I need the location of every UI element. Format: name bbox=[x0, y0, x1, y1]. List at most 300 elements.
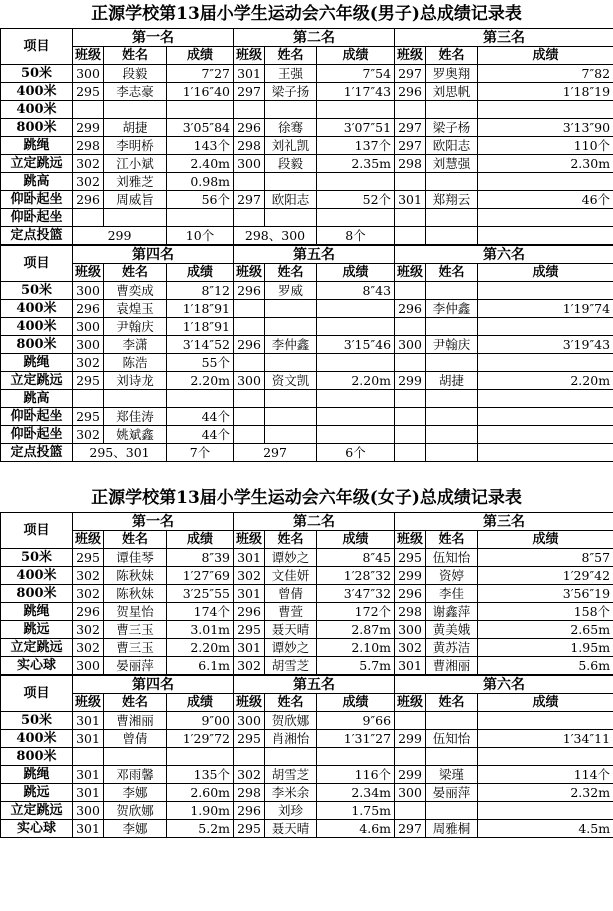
event-name: 跳绳 bbox=[1, 766, 73, 784]
name-cell: 曹三玉 bbox=[104, 621, 167, 639]
score-cell bbox=[478, 390, 613, 408]
score-cell: 1′18″91 bbox=[167, 318, 234, 336]
score-cell: 2.65m bbox=[478, 621, 613, 639]
name-cell: 刘诗龙 bbox=[104, 372, 167, 390]
rank-label: 第三名 bbox=[395, 29, 613, 47]
class-cell bbox=[395, 209, 426, 227]
event-name: 50米 bbox=[1, 65, 73, 83]
class-cell: 297 bbox=[395, 65, 426, 83]
name-cell: 尹翰庆 bbox=[104, 318, 167, 336]
score-cell: 2.20m bbox=[167, 372, 234, 390]
name-cell bbox=[426, 712, 478, 730]
class-cell: 296 bbox=[234, 282, 265, 300]
score-cell: 7个 bbox=[167, 444, 234, 462]
table-row bbox=[1, 227, 613, 245]
name-cell: 李仲鑫 bbox=[426, 300, 478, 318]
class-header: 班级 bbox=[73, 47, 104, 65]
score-cell: 2.40m bbox=[167, 155, 234, 173]
name-cell bbox=[426, 173, 478, 191]
boys-table-part2 bbox=[0, 245, 613, 462]
class-cell bbox=[395, 390, 426, 408]
table-row bbox=[1, 408, 613, 426]
score-cell: 1′29″72 bbox=[167, 730, 234, 748]
rank-header-row bbox=[1, 246, 613, 264]
name-header: 姓名 bbox=[265, 264, 317, 282]
item-header: 项目 bbox=[1, 676, 73, 712]
score-cell: 6.1m bbox=[167, 657, 234, 675]
table-row bbox=[1, 567, 613, 585]
score-cell: 2.20m bbox=[167, 639, 234, 657]
name-cell: 谭佳琴 bbox=[104, 549, 167, 567]
table-row bbox=[1, 621, 613, 639]
name-cell bbox=[426, 748, 478, 766]
name-cell bbox=[265, 408, 317, 426]
name-cell: 贺欣娜 bbox=[265, 712, 317, 730]
score-cell bbox=[317, 209, 395, 227]
score-cell: 1.75m bbox=[317, 802, 395, 820]
score-cell: 143个 bbox=[167, 137, 234, 155]
class-cell bbox=[73, 748, 104, 766]
class-cell bbox=[73, 390, 104, 408]
name-cell bbox=[265, 748, 317, 766]
name-cell: 贺欣娜 bbox=[104, 802, 167, 820]
event-name: 立定跳远 bbox=[1, 372, 73, 390]
name-header: 姓名 bbox=[104, 47, 167, 65]
name-cell: 邓雨馨 bbox=[104, 766, 167, 784]
column-header-row bbox=[1, 531, 613, 549]
name-cell: 欧阳志 bbox=[426, 137, 478, 155]
class-cell: 297 bbox=[395, 137, 426, 155]
name-cell bbox=[426, 426, 478, 444]
score-cell: 2.30m bbox=[478, 155, 613, 173]
score-header: 成绩 bbox=[167, 694, 234, 712]
score-cell bbox=[478, 712, 613, 730]
column-header-row bbox=[1, 264, 613, 282]
name-cell: 尹翰庆 bbox=[426, 336, 478, 354]
score-cell: 5.6m bbox=[478, 657, 613, 675]
class-cell: 299 bbox=[395, 730, 426, 748]
score-cell: 2.10m bbox=[317, 639, 395, 657]
score-header: 成绩 bbox=[478, 531, 613, 549]
name-cell: 李仲鑫 bbox=[265, 336, 317, 354]
class-cell: 296 bbox=[73, 191, 104, 209]
score-cell: 3′07″51 bbox=[317, 119, 395, 137]
name-cell: 曹萱 bbox=[265, 603, 317, 621]
name-cell: 刘礼凯 bbox=[265, 137, 317, 155]
name-cell: 谭妙之 bbox=[265, 639, 317, 657]
class-cell bbox=[395, 802, 426, 820]
score-cell: 1′28″32 bbox=[317, 567, 395, 585]
class-header: 班级 bbox=[395, 264, 426, 282]
item-header: 项目 bbox=[1, 29, 73, 65]
event-name: 跳绳 bbox=[1, 137, 73, 155]
name-cell: 江小斌 bbox=[104, 155, 167, 173]
class-cell: 296 bbox=[73, 603, 104, 621]
score-cell: 114个 bbox=[478, 766, 613, 784]
class-cell: 295 bbox=[395, 549, 426, 567]
event-name: 跳绳 bbox=[1, 603, 73, 621]
score-header: 成绩 bbox=[317, 531, 395, 549]
name-cell: 郑翔云 bbox=[426, 191, 478, 209]
score-cell: 0.98m bbox=[167, 173, 234, 191]
event-name: 实心球 bbox=[1, 657, 73, 675]
empty-cell bbox=[426, 227, 478, 245]
class-cell: 295、301 bbox=[73, 444, 167, 462]
rank-label: 第四名 bbox=[73, 246, 234, 264]
name-cell: 段毅 bbox=[104, 65, 167, 83]
name-cell bbox=[426, 354, 478, 372]
name-cell: 罗奥翔 bbox=[426, 65, 478, 83]
score-header: 成绩 bbox=[317, 264, 395, 282]
name-cell: 曾倩 bbox=[104, 730, 167, 748]
score-cell: 10个 bbox=[167, 227, 234, 245]
class-cell: 295 bbox=[234, 621, 265, 639]
score-cell: 3′47″32 bbox=[317, 585, 395, 603]
score-cell: 52个 bbox=[317, 191, 395, 209]
class-cell: 300 bbox=[73, 802, 104, 820]
class-header: 班级 bbox=[234, 694, 265, 712]
name-cell bbox=[426, 802, 478, 820]
class-cell bbox=[395, 354, 426, 372]
score-cell: 46个 bbox=[478, 191, 613, 209]
class-cell: 301 bbox=[73, 820, 104, 838]
class-cell: 297 bbox=[395, 820, 426, 838]
table-row bbox=[1, 766, 613, 784]
name-cell bbox=[426, 209, 478, 227]
name-cell: 刘慧强 bbox=[426, 155, 478, 173]
name-cell bbox=[265, 300, 317, 318]
event-name: 400米 bbox=[1, 101, 73, 119]
score-cell: 5.2m bbox=[167, 820, 234, 838]
name-cell: 曾倩 bbox=[265, 585, 317, 603]
class-header: 班级 bbox=[73, 264, 104, 282]
boys-title: 正源学校第13届小学生运动会六年级(男子)总成绩记录表 bbox=[91, 4, 522, 24]
event-name: 立定跳远 bbox=[1, 155, 73, 173]
name-cell: 胡雪芝 bbox=[265, 657, 317, 675]
score-cell: 9″66 bbox=[317, 712, 395, 730]
score-cell bbox=[167, 101, 234, 119]
table-row bbox=[1, 65, 613, 83]
class-cell bbox=[395, 712, 426, 730]
name-cell bbox=[265, 173, 317, 191]
score-header: 成绩 bbox=[317, 694, 395, 712]
table-row bbox=[1, 444, 613, 462]
class-cell: 302 bbox=[234, 766, 265, 784]
event-name: 实心球 bbox=[1, 820, 73, 838]
class-cell: 299 bbox=[395, 766, 426, 784]
score-cell bbox=[317, 101, 395, 119]
class-cell bbox=[234, 748, 265, 766]
class-header: 班级 bbox=[395, 694, 426, 712]
class-cell bbox=[395, 748, 426, 766]
class-cell: 302 bbox=[73, 173, 104, 191]
name-cell: 陈秋妹 bbox=[104, 567, 167, 585]
rank-label: 第二名 bbox=[234, 29, 395, 47]
score-cell: 2.20m bbox=[317, 372, 395, 390]
score-cell bbox=[478, 408, 613, 426]
event-name: 仰卧起坐 bbox=[1, 209, 73, 227]
table-row bbox=[1, 191, 613, 209]
score-cell: 1.90m bbox=[167, 802, 234, 820]
name-cell: 周雅桐 bbox=[426, 820, 478, 838]
score-cell: 3.01m bbox=[167, 621, 234, 639]
class-cell: 297 bbox=[395, 119, 426, 137]
name-cell: 徐骞 bbox=[265, 119, 317, 137]
table-row bbox=[1, 426, 613, 444]
class-cell: 297 bbox=[234, 444, 317, 462]
class-cell bbox=[395, 426, 426, 444]
class-cell: 295 bbox=[73, 408, 104, 426]
score-cell bbox=[317, 354, 395, 372]
name-header: 姓名 bbox=[265, 531, 317, 549]
name-cell bbox=[426, 101, 478, 119]
class-cell: 300 bbox=[234, 712, 265, 730]
event-name: 800米 bbox=[1, 748, 73, 766]
class-cell: 300 bbox=[73, 282, 104, 300]
class-cell: 297 bbox=[234, 191, 265, 209]
name-cell: 肖湘怡 bbox=[265, 730, 317, 748]
name-header: 姓名 bbox=[426, 47, 478, 65]
girls-table-part2 bbox=[0, 675, 613, 838]
class-cell: 295 bbox=[234, 730, 265, 748]
name-cell: 梁子扬 bbox=[265, 83, 317, 101]
score-cell: 7″54 bbox=[317, 65, 395, 83]
name-cell: 曹湘丽 bbox=[104, 712, 167, 730]
score-cell: 3′05″84 bbox=[167, 119, 234, 137]
score-cell bbox=[478, 282, 613, 300]
score-cell bbox=[317, 426, 395, 444]
table-row bbox=[1, 137, 613, 155]
score-cell: 56个 bbox=[167, 191, 234, 209]
class-cell: 298 bbox=[395, 155, 426, 173]
class-cell: 296 bbox=[395, 585, 426, 603]
score-cell: 2.35m bbox=[317, 155, 395, 173]
event-name: 仰卧起坐 bbox=[1, 191, 73, 209]
table-row bbox=[1, 748, 613, 766]
score-cell bbox=[317, 408, 395, 426]
name-cell bbox=[426, 408, 478, 426]
empty-cell bbox=[426, 444, 478, 462]
class-cell: 296 bbox=[395, 300, 426, 318]
class-header: 班级 bbox=[73, 531, 104, 549]
name-cell: 陈浩 bbox=[104, 354, 167, 372]
class-cell bbox=[73, 101, 104, 119]
event-name: 立定跳远 bbox=[1, 639, 73, 657]
event-name: 400米 bbox=[1, 730, 73, 748]
table-row bbox=[1, 354, 613, 372]
name-cell: 李米余 bbox=[265, 784, 317, 802]
score-cell: 3′25″55 bbox=[167, 585, 234, 603]
class-cell: 302 bbox=[73, 585, 104, 603]
class-cell bbox=[234, 209, 265, 227]
name-cell bbox=[265, 354, 317, 372]
class-cell bbox=[234, 173, 265, 191]
class-header: 班级 bbox=[395, 47, 426, 65]
boys-table-part1 bbox=[0, 28, 613, 245]
name-cell: 胡捷 bbox=[426, 372, 478, 390]
class-cell: 302 bbox=[73, 155, 104, 173]
name-cell: 胡捷 bbox=[104, 119, 167, 137]
score-cell: 44个 bbox=[167, 426, 234, 444]
name-cell bbox=[265, 101, 317, 119]
score-cell: 7″82 bbox=[478, 65, 613, 83]
name-cell: 聂天晴 bbox=[265, 820, 317, 838]
score-cell: 8″39 bbox=[167, 549, 234, 567]
name-cell bbox=[104, 748, 167, 766]
table-row bbox=[1, 784, 613, 802]
name-cell: 资婷 bbox=[426, 567, 478, 585]
event-name: 800米 bbox=[1, 336, 73, 354]
table-row bbox=[1, 173, 613, 191]
name-cell: 周威旨 bbox=[104, 191, 167, 209]
event-name: 400米 bbox=[1, 318, 73, 336]
event-name: 50米 bbox=[1, 549, 73, 567]
name-cell bbox=[104, 390, 167, 408]
score-cell: 1′29″42 bbox=[478, 567, 613, 585]
class-cell: 301 bbox=[234, 549, 265, 567]
table-row bbox=[1, 209, 613, 227]
table-row bbox=[1, 119, 613, 137]
score-cell: 3′13″90 bbox=[478, 119, 613, 137]
rank-header-row bbox=[1, 676, 613, 694]
name-header: 姓名 bbox=[104, 264, 167, 282]
score-cell: 2.34m bbox=[317, 784, 395, 802]
rank-label: 第六名 bbox=[395, 676, 613, 694]
score-cell: 8″57 bbox=[478, 549, 613, 567]
name-cell bbox=[104, 101, 167, 119]
event-name: 立定跳远 bbox=[1, 802, 73, 820]
class-cell: 301 bbox=[234, 65, 265, 83]
class-cell: 300 bbox=[395, 784, 426, 802]
name-cell: 陈秋妹 bbox=[104, 585, 167, 603]
score-cell bbox=[167, 390, 234, 408]
score-cell: 1′16″40 bbox=[167, 83, 234, 101]
name-header: 姓名 bbox=[104, 531, 167, 549]
score-cell: 2.32m bbox=[478, 784, 613, 802]
name-cell: 资文凯 bbox=[265, 372, 317, 390]
empty-cell bbox=[395, 444, 426, 462]
class-cell: 299 bbox=[395, 372, 426, 390]
rank-label: 第三名 bbox=[395, 513, 613, 531]
class-cell: 302 bbox=[73, 567, 104, 585]
name-cell: 黄美娥 bbox=[426, 621, 478, 639]
score-cell bbox=[478, 802, 613, 820]
table-row bbox=[1, 712, 613, 730]
name-cell: 段毅 bbox=[265, 155, 317, 173]
score-cell: 1′19″74 bbox=[478, 300, 613, 318]
table-row bbox=[1, 820, 613, 838]
class-header: 班级 bbox=[234, 264, 265, 282]
class-cell: 300 bbox=[234, 155, 265, 173]
name-cell: 曹奕成 bbox=[104, 282, 167, 300]
score-cell bbox=[478, 173, 613, 191]
class-cell bbox=[395, 282, 426, 300]
score-cell bbox=[478, 318, 613, 336]
rank-label: 第二名 bbox=[234, 513, 395, 531]
event-name: 400米 bbox=[1, 300, 73, 318]
score-cell: 110个 bbox=[478, 137, 613, 155]
name-cell: 姚斌鑫 bbox=[104, 426, 167, 444]
table-row bbox=[1, 657, 613, 675]
score-cell: 135个 bbox=[167, 766, 234, 784]
score-header: 成绩 bbox=[167, 531, 234, 549]
class-cell: 299 bbox=[73, 119, 104, 137]
score-cell: 8″45 bbox=[317, 549, 395, 567]
column-header-row bbox=[1, 694, 613, 712]
class-cell: 298 bbox=[234, 137, 265, 155]
event-name: 800米 bbox=[1, 119, 73, 137]
score-cell bbox=[478, 101, 613, 119]
score-cell bbox=[478, 354, 613, 372]
rank-label: 第一名 bbox=[73, 29, 234, 47]
table-row bbox=[1, 549, 613, 567]
name-header: 姓名 bbox=[426, 531, 478, 549]
name-cell: 曹湘丽 bbox=[426, 657, 478, 675]
score-cell: 1′18″19 bbox=[478, 83, 613, 101]
event-name: 定点投篮 bbox=[1, 227, 73, 245]
score-cell: 3′15″46 bbox=[317, 336, 395, 354]
name-cell: 李潇 bbox=[104, 336, 167, 354]
score-cell: 6个 bbox=[317, 444, 395, 462]
name-cell: 文佳妍 bbox=[265, 567, 317, 585]
class-cell: 298 bbox=[73, 137, 104, 155]
event-name: 800米 bbox=[1, 585, 73, 603]
table-row bbox=[1, 155, 613, 173]
name-cell: 刘珍 bbox=[265, 802, 317, 820]
name-cell: 李娜 bbox=[104, 784, 167, 802]
name-cell bbox=[265, 426, 317, 444]
event-name: 跳远 bbox=[1, 784, 73, 802]
name-cell bbox=[426, 282, 478, 300]
score-cell: 1′27″69 bbox=[167, 567, 234, 585]
name-cell: 晏丽萍 bbox=[426, 784, 478, 802]
score-cell: 55个 bbox=[167, 354, 234, 372]
class-cell: 300 bbox=[234, 372, 265, 390]
score-cell: 1′18″91 bbox=[167, 300, 234, 318]
score-cell: 5.7m bbox=[317, 657, 395, 675]
rank-label: 第五名 bbox=[234, 676, 395, 694]
name-cell: 袁煌玉 bbox=[104, 300, 167, 318]
class-cell: 302 bbox=[234, 657, 265, 675]
score-cell bbox=[317, 390, 395, 408]
class-header: 班级 bbox=[73, 694, 104, 712]
score-cell bbox=[317, 748, 395, 766]
name-cell bbox=[426, 390, 478, 408]
name-cell: 伍知怡 bbox=[426, 730, 478, 748]
name-cell: 李佳 bbox=[426, 585, 478, 603]
name-cell: 胡雪芝 bbox=[265, 766, 317, 784]
score-header: 成绩 bbox=[478, 264, 613, 282]
score-cell: 2.87m bbox=[317, 621, 395, 639]
class-cell: 296 bbox=[234, 802, 265, 820]
event-name: 仰卧起坐 bbox=[1, 426, 73, 444]
name-cell: 李志豪 bbox=[104, 83, 167, 101]
class-cell bbox=[234, 101, 265, 119]
table-row bbox=[1, 318, 613, 336]
table-row bbox=[1, 282, 613, 300]
class-cell: 300 bbox=[73, 65, 104, 83]
class-cell bbox=[395, 101, 426, 119]
class-cell: 301 bbox=[395, 657, 426, 675]
class-cell bbox=[234, 426, 265, 444]
class-cell bbox=[234, 408, 265, 426]
name-cell: 刘思帆 bbox=[426, 83, 478, 101]
girls-title: 正源学校第13届小学生运动会六年级(女子)总成绩记录表 bbox=[91, 488, 522, 508]
class-cell bbox=[234, 300, 265, 318]
score-header: 成绩 bbox=[478, 47, 613, 65]
name-cell: 梁子杨 bbox=[426, 119, 478, 137]
score-cell: 1′31″27 bbox=[317, 730, 395, 748]
